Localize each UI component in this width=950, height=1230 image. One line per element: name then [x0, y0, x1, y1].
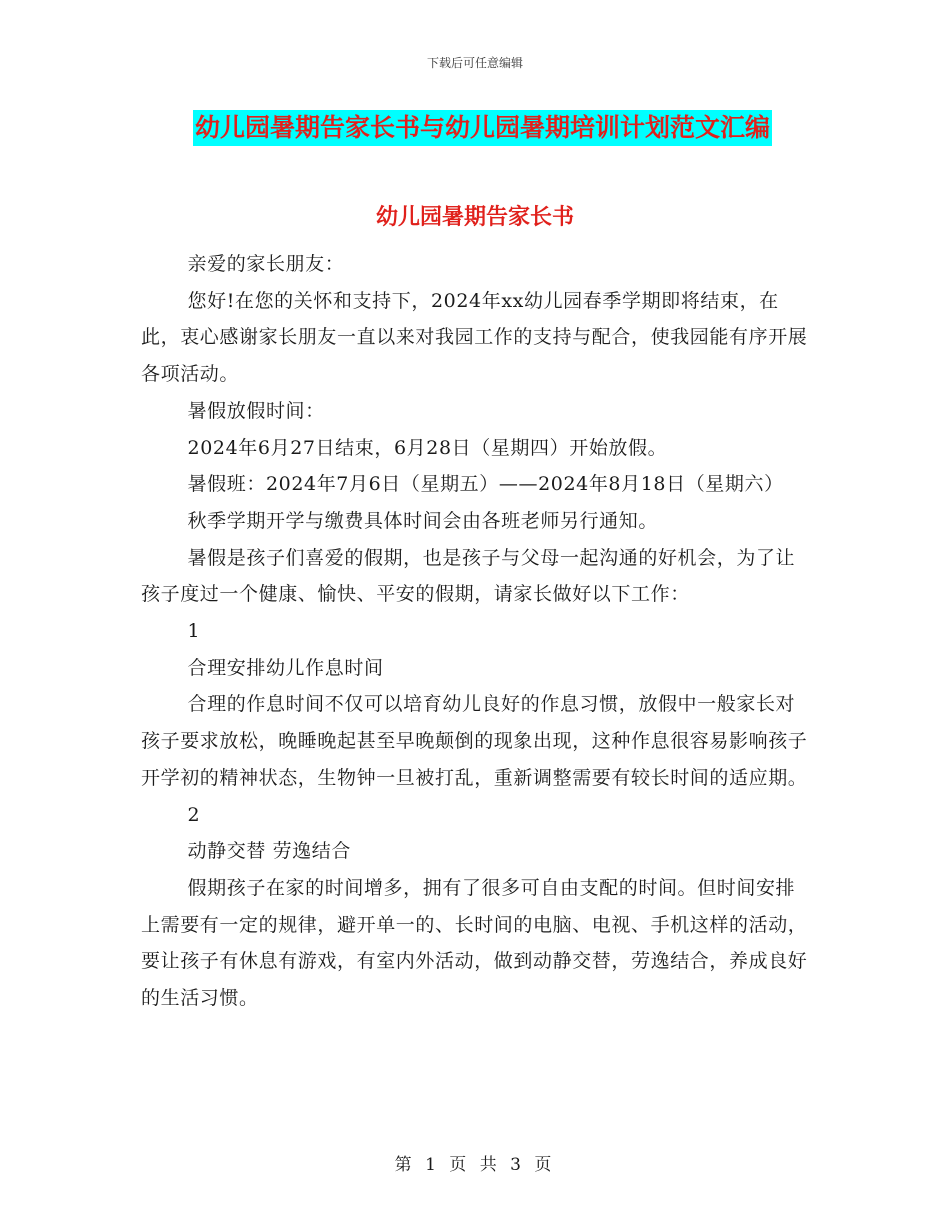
- item-body-1: 合理的作息时间不仅可以培育幼儿良好的作息习惯，放假中一般家长对孩子要求放松，晚睡晚起甚至早晚颠倒的现象出现，这种作息很容易影响孩子开学初的精神状态，生物钟一旦被打乱，重新调整需要有较长时间的适应期。: [141, 693, 808, 789]
- item-body-2: 假期孩子在家的时间增多，拥有了很多可自由支配的时间。但时间安排上需要有一定的规律，避开单一的、长时间的电脑、电视、手机这样的活动，要让孩子有休息有游戏，有室内外活动，做到动静交替，劳逸结合，养成良好的生活习惯。: [141, 876, 808, 1010]
- paragraph-holiday-dates: 2024年6月27日结束，6月28日（星期四）开始放假。: [187, 436, 668, 459]
- item-number-1: 1: [187, 620, 201, 643]
- paragraph-autumn-notice: 秋季学期开学与缴费具体时间会由各班老师另行通知。: [187, 509, 658, 532]
- main-title: 幼儿园暑期告家长书与幼儿园暑期培训计划范文汇编: [193, 110, 772, 146]
- main-title-container: [193, 110, 772, 146]
- item-heading-1: 合理安排幼儿作息时间: [187, 656, 384, 679]
- page-footer: 第 1 页 共 3 页: [394, 1155, 556, 1175]
- section-title: 幼儿园暑期告家长书: [375, 205, 574, 230]
- paragraph-holiday-label: 暑假放假时间：: [187, 399, 325, 422]
- paragraph-summer-intro: 暑假是孩子们喜爱的假期，也是孩子与父母一起沟通的好机会，为了让孩子度过一个健康、愉快、平安的假期，请家长做好以下工作：: [141, 546, 796, 606]
- greeting: 亲爱的家长朋友：: [187, 253, 345, 275]
- paragraph-intro: 您好!在您的关怀和支持下，2024年xx幼儿园春季学期即将结束，在此，衷心感谢家长朋友一直以来对我园工作的支持与配合，使我园能有序开展各项活动。: [141, 289, 808, 386]
- item-heading-2: 动静交替 劳逸结合: [187, 840, 351, 863]
- header-note: 下载后可任意编辑: [426, 56, 523, 70]
- paragraph-summer-class: 暑假班：2024年7月6日（星期五）——2024年8月18日（星期六）: [187, 473, 784, 496]
- item-number-2: 2: [187, 803, 201, 826]
- document-body: [141, 246, 809, 1017]
